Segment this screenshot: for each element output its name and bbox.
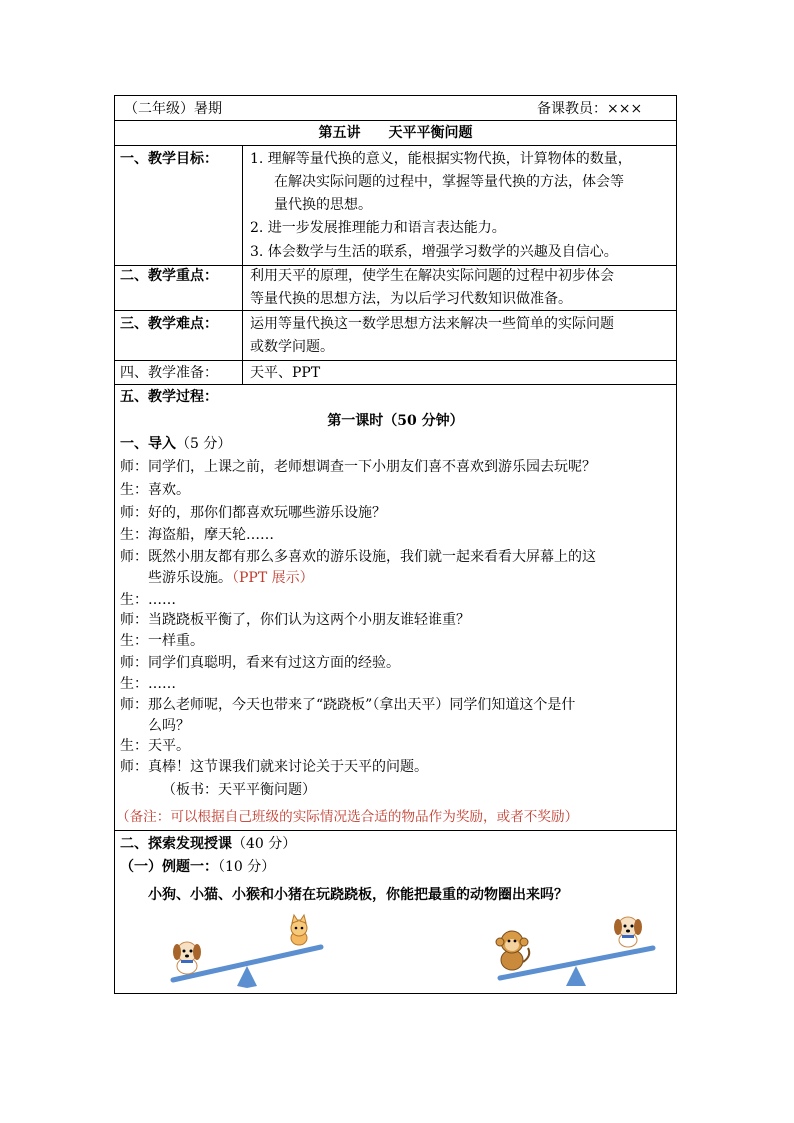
intro-heading	[120, 433, 231, 455]
example-label: （一）例题一：	[120, 859, 218, 875]
preparation-text: 天平、PPT	[250, 365, 321, 381]
seesaw-left-illustration	[165, 910, 335, 990]
intro-time: （5 分）	[176, 436, 232, 452]
explore-heading	[120, 833, 296, 855]
keypoints-label: 二、教学重点：	[120, 268, 218, 284]
row-divider	[114, 120, 677, 121]
dialogue-line: 生：喜欢。	[120, 482, 190, 498]
difficulties-label: 三、教学难点：	[120, 316, 218, 332]
dialogue-line: 生：海盗船，摩天轮……	[120, 527, 274, 543]
dialogue-continuation: 么吗？	[148, 718, 190, 734]
teacher-label: 备课教员：×××	[537, 101, 643, 117]
keypoints-line: 利用天平的原理，使学生在解决实际问题的过程中初步体会	[250, 268, 614, 284]
grade-label: （二年级）暑期	[124, 101, 222, 117]
objectives-label: 一、教学目标：	[120, 151, 218, 167]
seesaw-fulcrum-icon	[237, 966, 257, 986]
row-divider	[114, 384, 677, 385]
lesson-title: 第五讲 天平平衡问题	[318, 125, 473, 141]
dialogue-continuation	[148, 567, 314, 589]
dialogue-line: 生：……	[120, 676, 176, 692]
lesson-period: 第一课时（50 分钟）	[327, 413, 464, 429]
dialogue-line: 生：天平。	[120, 738, 190, 754]
dialogue-line: 师：好的，那你们都喜欢玩哪些游乐设施？	[120, 505, 386, 521]
dialogue-line: 师：那么老师呢，今天也带来了“跷跷板”（拿出天平）同学们知道这个是什	[120, 697, 576, 713]
board-note: （板书：天平平衡问题）	[162, 782, 316, 798]
objective-line: 量代换的思想。	[274, 197, 372, 213]
explore-label: 二、探索发现授课	[120, 836, 232, 852]
dialogue-line: 师：既然小朋友都有那么多喜欢的游乐设施，我们就一起来看看大屏幕上的这	[120, 549, 596, 565]
example-question: 小狗、小猫、小猴和小猪在玩跷跷板，你能把最重的动物圈出来吗？	[148, 887, 568, 903]
dialogue-cont-text: 些游乐设施。	[148, 570, 232, 586]
difficulties-line: 或数学问题。	[250, 339, 334, 355]
remark-note: （备注：可以根据自己班级的实际情况选合适的物品作为奖励，或者不奖励）	[116, 809, 579, 825]
monkey-icon	[496, 931, 529, 970]
row-divider	[114, 310, 677, 311]
row-divider	[114, 145, 677, 146]
seesaw-fulcrum	[237, 986, 257, 988]
dialogue-line: 师：同学们，上课之前，老师想调查一下小朋友们喜不喜欢到游乐园去玩呢？	[120, 459, 596, 475]
ppt-note: （PPT 展示）	[232, 570, 314, 586]
dialogue-line: 生：……	[120, 592, 176, 608]
difficulties-line: 运用等量代换这一数学思想方法来解决一些简单的实际问题	[250, 316, 614, 332]
keypoints-line: 等量代换的思想方法，为以后学习代数知识做准备。	[250, 291, 572, 307]
seesaw-fulcrum-icon	[566, 966, 586, 986]
dog-icon	[614, 917, 642, 947]
column-divider	[242, 145, 243, 384]
dialogue-line: 师：同学们真聪明，看来有过这方面的经验。	[120, 655, 400, 671]
objective-line: 3. 体会数学与生活的联系，增强学习数学的兴趣及自信心。	[250, 244, 618, 260]
example-heading	[120, 856, 275, 878]
seesaw-right-illustration	[490, 910, 660, 990]
row-divider	[114, 360, 677, 361]
preparation-label: 四、教学准备：	[120, 365, 218, 381]
dialogue-line: 师：真棒！这节课我们就来讨论关于天平的问题。	[120, 759, 428, 775]
example-time: （10 分）	[218, 859, 276, 875]
objective-line: 2. 进一步发展推理能力和语言表达能力。	[250, 220, 506, 236]
intro-label: 一、导入	[120, 436, 176, 452]
objective-line: 1. 理解等量代换的意义，能根据实物代换，计算物体的数量，	[250, 151, 632, 167]
cat-icon	[291, 915, 307, 945]
dog-icon	[173, 942, 201, 974]
objective-line: 在解决实际问题的过程中，掌握等量代换的方法，体会等	[274, 174, 624, 190]
dialogue-line: 师：当跷跷板平衡了，你们认为这两个小朋友谁轻谁重？	[120, 612, 470, 628]
row-divider	[114, 830, 677, 831]
explore-time: （40 分）	[232, 836, 297, 852]
process-label: 五、教学过程：	[120, 389, 218, 405]
dialogue-line: 生：一样重。	[120, 633, 204, 649]
